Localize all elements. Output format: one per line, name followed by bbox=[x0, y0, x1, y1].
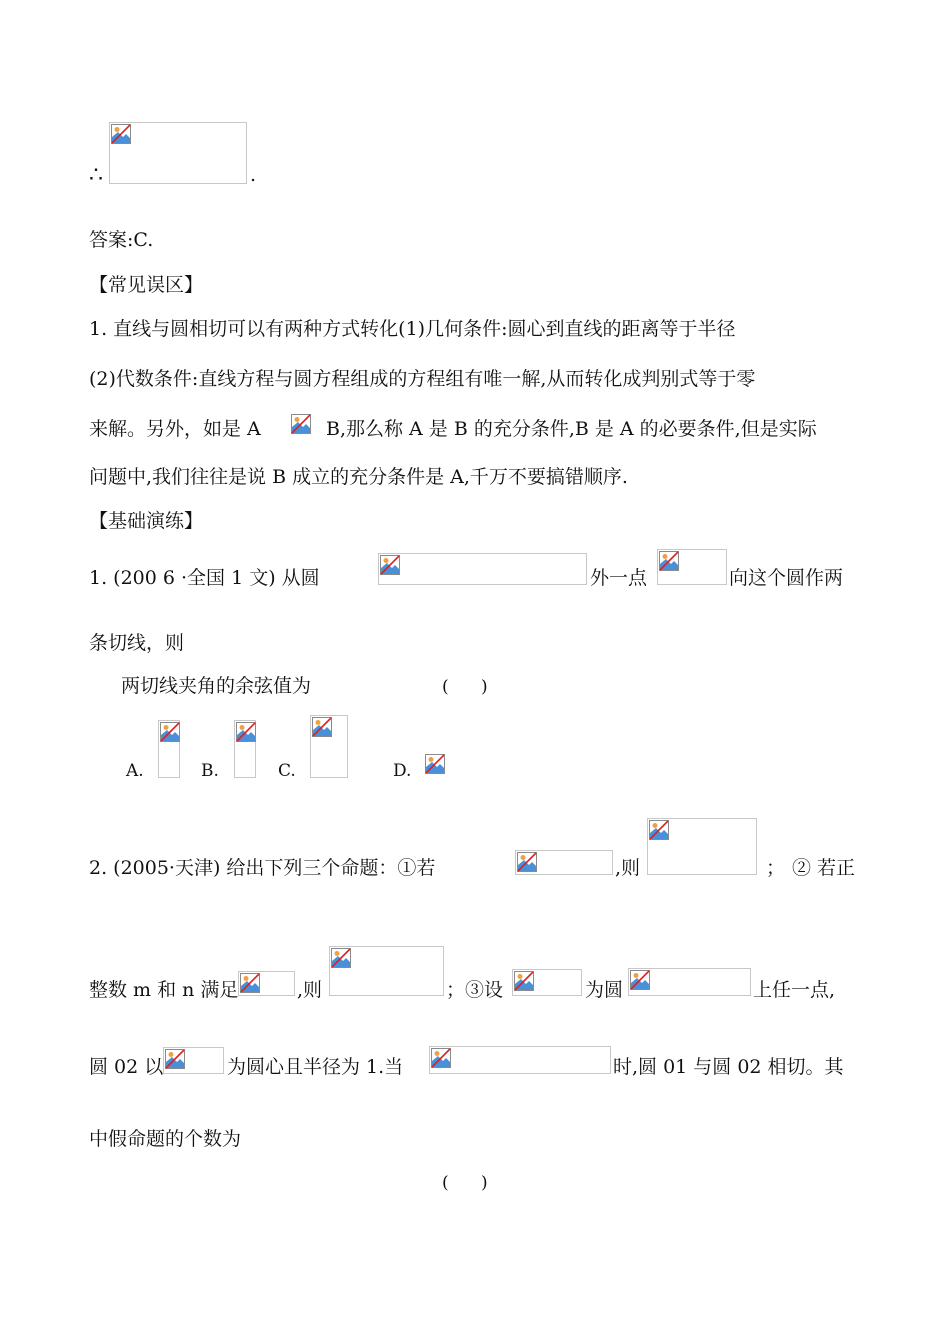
errors-line-3b: B,那么称 A 是 B 的充分条件,B 是 A 的必要条件,但是实际 bbox=[326, 418, 817, 440]
answer-text: 答案:C. bbox=[89, 229, 154, 251]
formula-image bbox=[378, 553, 587, 585]
errors-line-3a: 来解。另外，如是 A bbox=[89, 418, 261, 440]
therefore-period: . bbox=[250, 164, 257, 186]
q1-text-a: 1. (200 6 ·全国 1 文) 从圆 bbox=[89, 567, 320, 589]
errors-line-2: (2)代数条件:直线方程与圆方程组成的方程组有唯一解,从而转化成判别式等于零 bbox=[89, 368, 756, 390]
option-b-formula bbox=[234, 720, 256, 778]
q2-text-h: 为圆 bbox=[585, 979, 624, 1001]
q2-text-e: 整数 m 和 n 满足 bbox=[89, 979, 239, 1001]
practice-heading: 【基础演练】 bbox=[89, 510, 204, 532]
broken-image-icon bbox=[240, 973, 260, 993]
broken-image-icon bbox=[160, 722, 180, 742]
broken-image-icon bbox=[111, 124, 131, 144]
formula-image bbox=[628, 968, 751, 996]
q2-answer-paren: ( ) bbox=[442, 1173, 488, 1193]
formula-image bbox=[238, 971, 295, 996]
broken-image-icon bbox=[291, 414, 311, 434]
q2-text-l: 时,圆 01 与圆 02 相切。其 bbox=[613, 1056, 844, 1078]
broken-image-icon bbox=[331, 948, 351, 968]
formula-image bbox=[290, 413, 314, 437]
q1-text-e: 两切线夹角的余弦值为 bbox=[121, 675, 312, 697]
option-c-formula bbox=[310, 715, 348, 778]
q2-text-g: ；③设 bbox=[446, 979, 504, 1001]
formula-image bbox=[657, 549, 727, 585]
errors-line-4: 问题中,我们往往是说 B 成立的充分条件是 A,千万不要搞错顺序. bbox=[89, 466, 628, 488]
therefore-symbol: ∴ bbox=[89, 163, 103, 188]
broken-image-icon bbox=[517, 852, 537, 872]
broken-image-icon bbox=[514, 971, 534, 991]
q1-text-d: 条切线，则 bbox=[89, 632, 185, 654]
q1-text-c: 向这个圆作两 bbox=[729, 567, 844, 589]
q2-text-k: 为圆心且半径为 1.当 bbox=[227, 1056, 404, 1078]
formula-image bbox=[647, 818, 757, 875]
broken-image-icon bbox=[649, 820, 669, 840]
broken-image-icon bbox=[659, 551, 679, 571]
q1-option-b-label: B. bbox=[201, 761, 219, 781]
q2-text-d: ② 若正 bbox=[792, 857, 856, 879]
broken-image-icon bbox=[630, 970, 650, 990]
formula-image bbox=[109, 122, 247, 184]
q2-text-c: ； bbox=[766, 857, 786, 879]
formula-image bbox=[329, 946, 444, 996]
q1-option-c-label: C. bbox=[278, 761, 296, 781]
option-d-formula bbox=[425, 754, 445, 776]
q2-text-a: 2. (2005·天津) 给出下列三个命题：①若 bbox=[89, 857, 436, 879]
formula-image bbox=[429, 1046, 611, 1074]
formula-image bbox=[163, 1047, 224, 1074]
formula-image bbox=[512, 969, 582, 996]
q2-text-m: 中假命题的个数为 bbox=[89, 1128, 242, 1150]
q2-text-b: ,则 bbox=[615, 857, 641, 879]
formula-image bbox=[515, 850, 613, 875]
broken-image-icon bbox=[236, 722, 256, 742]
q2-text-j: 圆 02 以 bbox=[89, 1056, 164, 1078]
broken-image-icon bbox=[165, 1049, 185, 1069]
q2-text-f: ,则 bbox=[297, 979, 323, 1001]
option-a-formula bbox=[158, 720, 180, 778]
q1-option-a-label: A. bbox=[126, 761, 144, 781]
broken-image-icon bbox=[380, 555, 400, 575]
broken-image-icon bbox=[425, 754, 445, 774]
q1-option-d-label: D. bbox=[393, 761, 412, 781]
q1-answer-paren: ( ) bbox=[442, 677, 488, 697]
errors-line-1: 1. 直线与圆相切可以有两种方式转化(1)几何条件:圆心到直线的距离等于半径 bbox=[89, 318, 736, 340]
broken-image-icon bbox=[431, 1048, 451, 1068]
q2-text-i: 上任一点, bbox=[753, 979, 836, 1001]
broken-image-icon bbox=[312, 717, 332, 737]
q1-text-b: 外一点 bbox=[590, 567, 648, 589]
errors-heading: 【常见误区】 bbox=[89, 274, 204, 296]
